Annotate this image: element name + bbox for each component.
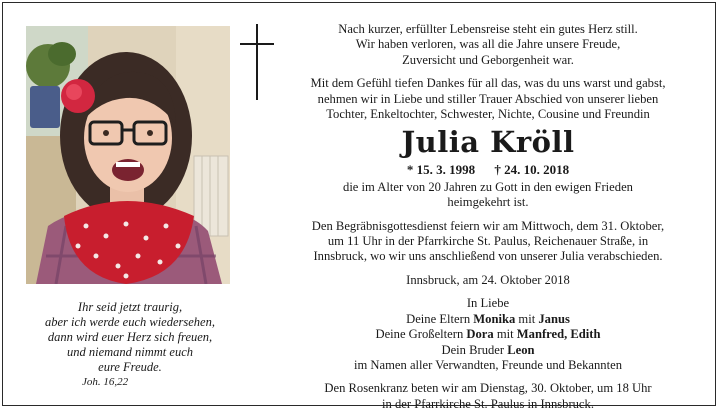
parents-line: Deine Eltern Monika mit Janus xyxy=(406,311,570,326)
obituary-text xyxy=(274,22,702,412)
thanks-line: Tochter, Enkeltochter, Schwester, Nichte, Cousine und Freundin xyxy=(326,107,650,122)
funeral-text: Den Begräbnisgottesdienst feiern wir am Mittwoch, dem 31. Oktober, xyxy=(311,218,665,233)
funeral-text: Innsbruck, wo wir uns anschließend von unserer Julia verabschieden. xyxy=(313,249,663,264)
portrait-illustration xyxy=(26,26,230,284)
verse-line: Ihr seid jetzt traurig, xyxy=(77,300,183,314)
place-date: Innsbruck, am 24. Oktober 2018 xyxy=(406,272,570,287)
verse-reference: Joh. 16,22 xyxy=(82,376,129,388)
death-date: † 24. 10. 2018 xyxy=(494,162,570,178)
verse-line: eure Freude. xyxy=(98,360,162,374)
brother-line: Dein Bruder Leon xyxy=(441,342,535,357)
in-love: In Liebe xyxy=(466,296,510,311)
age-text: heimgekehrt ist. xyxy=(447,195,529,210)
birth-date: * 15. 3. 1998 xyxy=(406,162,476,178)
thanks-line: nehmen wir in Liebe und stiller Trauer Abschied von unserer lieben xyxy=(317,91,659,106)
verse-line: und niemand nimmt euch xyxy=(66,345,194,359)
portrait-photo xyxy=(26,26,230,284)
thanks-line: Mit dem Gefühl tiefen Dankes für all das, was du uns warst und gabst, xyxy=(310,76,666,91)
grandparents-line: Deine Großeltern Dora mit Manfred, Edith xyxy=(375,327,601,342)
funeral-text: um 11 Uhr in der Pfarrkirche St. Paulus, Reichenauer Straße, in xyxy=(327,234,649,249)
verse-line: aber ich werde euch wiedersehen, xyxy=(45,315,215,329)
intro-line: Zuversicht und Geborgenheit war. xyxy=(402,52,574,67)
intro-line: Wir haben verloren, was all die Jahre unsere Freude, xyxy=(355,37,621,52)
bible-verse xyxy=(20,300,240,390)
intro-line: Nach kurzer, erfüllter Lebensreise steht ein gutes Herz still. xyxy=(338,22,638,36)
rosary-text: Den Rosenkranz beten wir am Dienstag, 30. Oktober, um 18 Uhr xyxy=(324,381,652,396)
deceased-name: Julia Kröll xyxy=(401,125,575,160)
age-text: die im Alter von 20 Jahren zu Gott in den ewigen Frieden xyxy=(343,179,633,194)
relatives-line: im Namen aller Verwandten, Freunde und Bekannten xyxy=(353,357,622,372)
cross-icon xyxy=(240,24,274,100)
verse-line: dann wird euer Herz sich freuen, xyxy=(47,330,213,344)
life-dates xyxy=(274,162,702,177)
rosary-text: in der Pfarrkirche St. Paulus in Innsbruck. xyxy=(382,396,594,411)
